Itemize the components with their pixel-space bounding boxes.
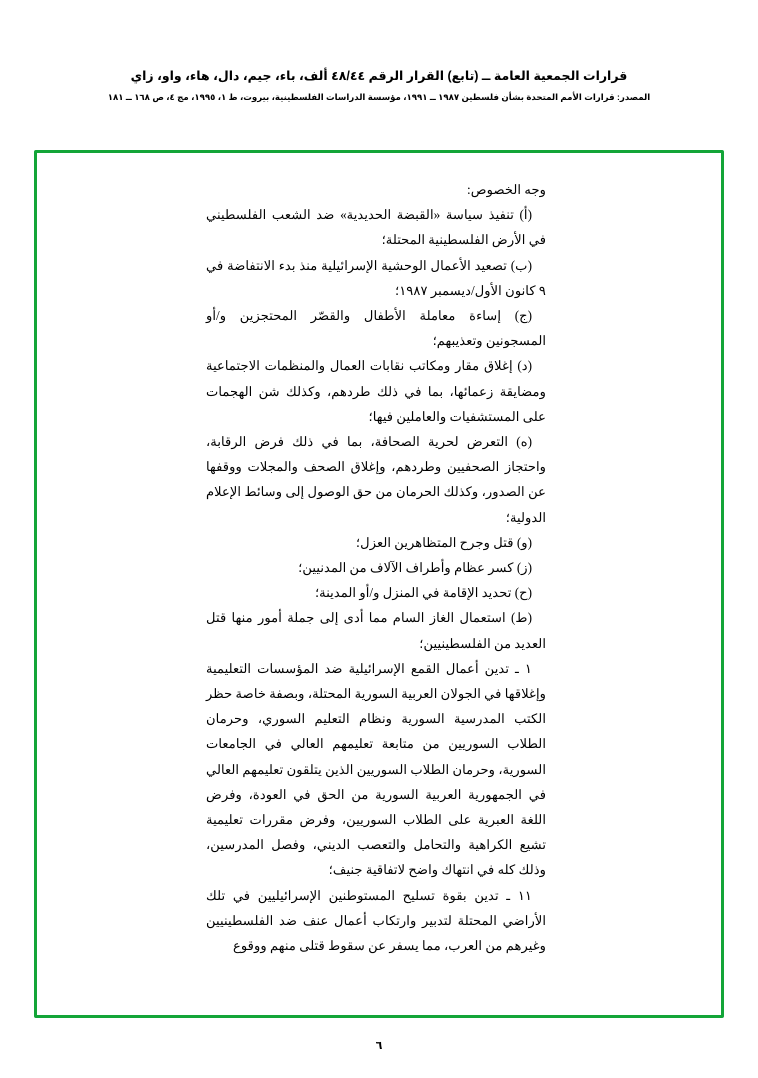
paragraph-item-f: (و) قتل وجرح المتظاهرين العزل؛ bbox=[355, 534, 532, 550]
paragraph-clause-1: ١ ـ تدين أعمال القمع الإسرائيلية ضد المؤسسات التعليمية وإغلاقها في الجولان العربية السورية المحتلة، وبصفة خاصة حظر الكتب المدرسية السورية ونظام التعليم السوري، وحرمان الطلاب السوريين من متابعة تعليمهم العالي في الجامعات السورية، وحرمان الطلاب السوريين الذين يتلقون تعليمهم العالي في الجمهورية العربية السورية من الحق في العودة، وفرض اللغة العبرية على الطلاب السوريين، وفرض مقررات تعليمية تشيع الكراهية والتحامل والتعصب الديني، وفصل المدرسين، وذلك كله في انتهاك واضح لاتفاقية جنيف؛ bbox=[206, 660, 546, 878]
header-source: المصدر: قرارات الأمم المتحدة بشأن فلسطين ١٩٨٧ ــ ١٩٩١، مؤسسة الدراسات الفلسطينية، بيروت، ط ١، ١٩٩٥، مج ٤، ص ١٦٨ ــ ١٨١ bbox=[107, 91, 651, 102]
paragraph-item-a: (أ) تنفيذ سياسة «القبضة الحديدية» ضد الشعب الفلسطيني في الأرض الفلسطينية المحتلة؛ bbox=[206, 207, 546, 248]
paragraph-item-d: (د) إغلاق مقار ومكاتب نقابات العمال والمنظمات الاجتماعية ومضايقة زعمائها، بما في ذلك طردهم، وكذلك شن الهجمات على المستشفيات والعاملين فيها؛ bbox=[206, 358, 546, 424]
paragraph-item-h: (ح) تحديد الإقامة في المنزل و/أو المدينة؛ bbox=[314, 585, 532, 601]
paragraph-item-b: (ب) تصعيد الأعمال الوحشية الإسرائيلية منذ بدء الانتفاضة في ٩ كانون الأول/ديسمبر ١٩٨٧؛ bbox=[206, 257, 546, 298]
paragraph-clause-11: ١١ ـ تدين بقوة تسليح المستوطنين الإسرائيليين في تلك الأراضي المحتلة لتدبير وارتكاب أعمال عنف ضد الفلسطينيين وغيرهم من العرب، مما يسفر عن سقوط قتلى منهم ووقوع bbox=[206, 887, 546, 954]
paragraph-item-i: (ط) استعمال الغاز السام مما أدى إلى جملة أمور منها قتل العديد من الفلسطينيين؛ bbox=[206, 610, 546, 651]
content-frame bbox=[34, 150, 724, 1018]
page-number: ٦ bbox=[375, 1040, 383, 1052]
document-body bbox=[206, 177, 546, 958]
paragraph-item-g: (ز) كسر عظام وأطراف الآلاف من المدنيين؛ bbox=[298, 560, 532, 576]
paragraph-lead-in: وجه الخصوص: bbox=[467, 182, 546, 197]
header-title: قرارات الجمعية العامة ــ (تابع) القرار الرقم ٤٨/٤٤ ألف، باء، جيم، دال، هاء، واو، زاي bbox=[130, 69, 628, 83]
page-header bbox=[0, 68, 758, 103]
paragraph-item-c: (ج) إساءة معاملة الأطفال والقصّر المحتجزين و/أو المسجونين وتعذيبهم؛ bbox=[206, 308, 546, 349]
paragraph-item-e: (ه) التعرض لحرية الصحافة، بما في ذلك فرض الرقابة، واحتجاز الصحفيين وطردهم، وإغلاق الصحف والمجلات ووقفها عن الصدور، وكذلك الحرمان من حق الوصول إلى وسائط الإعلام الدولية؛ bbox=[206, 434, 546, 525]
